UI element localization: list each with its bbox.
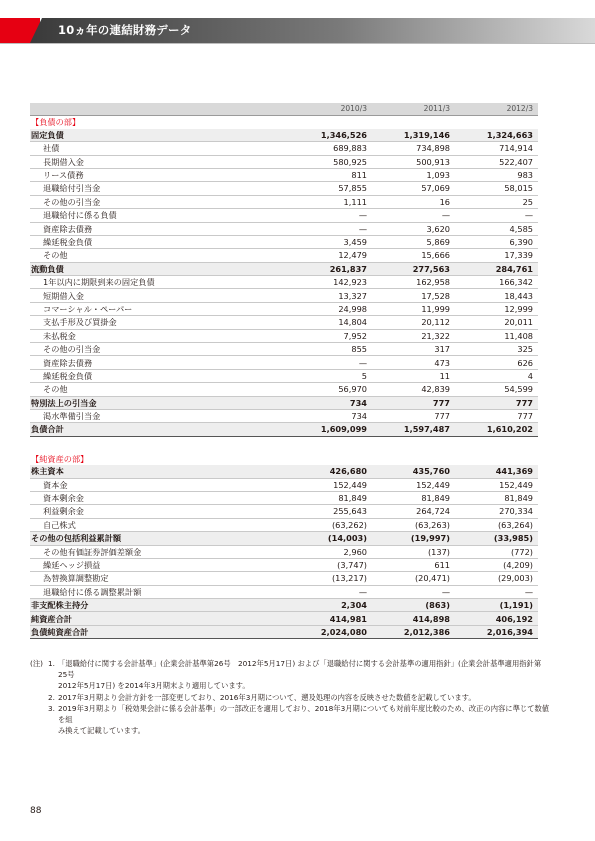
value-cell: (19,997) xyxy=(372,532,455,545)
value-cell: 7,952 xyxy=(284,329,372,342)
column-header-year: 2010/3 xyxy=(284,103,372,116)
table-subtotal-row xyxy=(30,129,538,142)
table-row xyxy=(30,276,538,289)
page-header xyxy=(0,18,595,45)
row-label: 資産除去債務 xyxy=(30,222,284,235)
value-cell: 18,443 xyxy=(455,289,538,302)
table-row xyxy=(30,235,538,248)
value-cell: (3,747) xyxy=(284,558,372,571)
column-header-row xyxy=(30,103,538,116)
value-cell: 3,459 xyxy=(284,235,372,248)
row-label: 負債純資産合計 xyxy=(30,625,284,638)
value-cell: 500,913 xyxy=(372,155,455,168)
value-cell: 522,407 xyxy=(455,155,538,168)
row-label: 長期借入金 xyxy=(30,155,284,168)
value-cell: 21,322 xyxy=(372,329,455,342)
value-cell: 25 xyxy=(455,195,538,208)
row-label: 固定負債 xyxy=(30,129,284,142)
footnote-number xyxy=(48,725,58,736)
row-label: 社債 xyxy=(30,142,284,155)
footnote-lead xyxy=(30,680,48,691)
section-header-row xyxy=(30,453,538,465)
row-label: リース債務 xyxy=(30,168,284,181)
value-cell: 56,970 xyxy=(284,383,372,396)
value-cell: 414,981 xyxy=(284,612,372,625)
footnote-number: 2. xyxy=(48,692,55,702)
value-cell: 611 xyxy=(372,558,455,571)
row-label: その他の包括利益累計額 xyxy=(30,532,284,545)
value-cell: 1,346,526 xyxy=(284,129,372,142)
value-cell: 11,408 xyxy=(455,329,538,342)
table-row xyxy=(30,356,538,369)
value-cell: 734 xyxy=(284,409,372,422)
row-label: 株主資本 xyxy=(30,465,284,478)
value-cell: 441,369 xyxy=(455,465,538,478)
value-cell: (63,263) xyxy=(372,518,455,531)
table-subtotal-row xyxy=(30,532,538,545)
footnote-number xyxy=(48,680,58,691)
row-label: 資本剰余金 xyxy=(30,491,284,504)
value-cell: 13,327 xyxy=(284,289,372,302)
footnote-text: み換えて記載しています。 xyxy=(58,726,145,736)
table-row xyxy=(30,302,538,315)
value-cell: 11,999 xyxy=(372,302,455,315)
value-cell: — xyxy=(284,585,372,598)
value-cell: 983 xyxy=(455,168,538,181)
table-row xyxy=(30,168,538,181)
value-cell: 2,024,080 xyxy=(284,625,372,638)
value-cell: — xyxy=(284,209,372,222)
table-row xyxy=(30,209,538,222)
value-cell: 57,069 xyxy=(372,182,455,195)
table-row xyxy=(30,545,538,558)
row-label: 利益剰余金 xyxy=(30,505,284,518)
value-cell: 325 xyxy=(455,343,538,356)
value-cell: 777 xyxy=(372,396,455,409)
value-cell: 2,012,386 xyxy=(372,625,455,638)
value-cell: 54,599 xyxy=(455,383,538,396)
table-body xyxy=(30,116,538,639)
value-cell: 6,390 xyxy=(455,235,538,248)
value-cell: 14,804 xyxy=(284,316,372,329)
row-label: 流動負債 xyxy=(30,262,284,275)
row-label: 繰延ヘッジ損益 xyxy=(30,558,284,571)
value-cell: 270,334 xyxy=(455,505,538,518)
row-label: 短期借入金 xyxy=(30,289,284,302)
footnote-line xyxy=(30,725,550,736)
value-cell: 261,837 xyxy=(284,262,372,275)
footnote-lead xyxy=(30,692,48,703)
table-row xyxy=(30,182,538,195)
value-cell: 734 xyxy=(284,396,372,409)
table-row xyxy=(30,329,538,342)
table-subtotal-row xyxy=(30,612,538,625)
row-label: 1年以内に期限到来の固定負債 xyxy=(30,276,284,289)
footnote-text: 「退職給付に関する会計基準」(企業会計基準第26号 2012年5月17日) および「退職給付に関する会計基準の適用指針」(企業会計基準適用指針第25号 xyxy=(58,659,542,680)
value-cell: — xyxy=(284,356,372,369)
table-row xyxy=(30,289,538,302)
value-cell: 5,869 xyxy=(372,235,455,248)
section-header: 【負債の部】 xyxy=(31,117,81,128)
row-label: コマーシャル・ペーパー xyxy=(30,302,284,315)
value-cell: 435,760 xyxy=(372,465,455,478)
value-cell: (1,191) xyxy=(455,599,538,612)
table-row xyxy=(30,505,538,518)
value-cell: 16 xyxy=(372,195,455,208)
footnote-text: 2017年3月期より会計方針を一部変更しており、2016年3月期について、遡及処理の内容を反映させた数値を記載しています。 xyxy=(58,692,476,702)
value-cell: 24,998 xyxy=(284,302,372,315)
row-label: その他 xyxy=(30,383,284,396)
value-cell: — xyxy=(455,209,538,222)
table-row xyxy=(30,478,538,491)
value-cell: 855 xyxy=(284,343,372,356)
value-cell: 714,914 xyxy=(455,142,538,155)
value-cell: 142,923 xyxy=(284,276,372,289)
value-cell: 57,855 xyxy=(284,182,372,195)
table-subtotal-row xyxy=(30,625,538,638)
row-label: 非支配株主持分 xyxy=(30,599,284,612)
section-header: 【純資産の部】 xyxy=(31,453,89,464)
value-cell: (20,471) xyxy=(372,572,455,585)
table-subtotal-row xyxy=(30,262,538,275)
value-cell: (14,003) xyxy=(284,532,372,545)
value-cell: (63,262) xyxy=(284,518,372,531)
value-cell: 15,666 xyxy=(372,249,455,262)
column-header-year: 2012/3 xyxy=(455,103,538,116)
value-cell: 3,620 xyxy=(372,222,455,235)
value-cell: (137) xyxy=(372,545,455,558)
value-cell: 166,342 xyxy=(455,276,538,289)
value-cell: 4 xyxy=(455,369,538,382)
value-cell: — xyxy=(372,209,455,222)
row-label: 繰延税金負債 xyxy=(30,235,284,248)
table-subtotal-row xyxy=(30,396,538,409)
value-cell: 12,999 xyxy=(455,302,538,315)
row-label: 負債合計 xyxy=(30,423,284,436)
footnote-text: 2019年3月期より「税効果会計に係る会計基準」の一部改正を適用しており、2018年3月期についても対前年度比較のため、改正の内容に準じて数値を組 xyxy=(58,703,550,725)
value-cell: 2,304 xyxy=(284,599,372,612)
value-cell: (863) xyxy=(372,599,455,612)
row-label: 資産除去債務 xyxy=(30,356,284,369)
table-subtotal-row xyxy=(30,465,538,478)
value-cell: 81,849 xyxy=(455,491,538,504)
value-cell: 152,449 xyxy=(284,478,372,491)
page-title: 10ヵ年の連結財務データ xyxy=(58,23,192,37)
table-row xyxy=(30,572,538,585)
value-cell: 277,563 xyxy=(372,262,455,275)
value-cell: (63,264) xyxy=(455,518,538,531)
value-cell: 12,479 xyxy=(284,249,372,262)
value-cell: (13,217) xyxy=(284,572,372,585)
value-cell: 626 xyxy=(455,356,538,369)
value-cell: — xyxy=(455,585,538,598)
value-cell: 1,093 xyxy=(372,168,455,181)
table-subtotal-row xyxy=(30,599,538,612)
footnote-lead: (注) xyxy=(30,659,43,668)
footnote-number: 3. xyxy=(48,703,55,713)
value-cell: 1,610,202 xyxy=(455,423,538,436)
footnote-line xyxy=(30,692,550,703)
row-label: その他の引当金 xyxy=(30,343,284,356)
footnote-line xyxy=(30,703,550,725)
table-row xyxy=(30,222,538,235)
value-cell: 1,111 xyxy=(284,195,372,208)
footnote-number: 1. xyxy=(48,659,55,668)
row-label: その他有価証券評価差額金 xyxy=(30,545,284,558)
footnote-line xyxy=(30,680,550,691)
value-cell: 777 xyxy=(455,409,538,422)
section-header-row xyxy=(30,116,538,129)
value-cell: 2,960 xyxy=(284,545,372,558)
row-label: 繰延税金負債 xyxy=(30,369,284,382)
value-cell: 1,324,663 xyxy=(455,129,538,142)
row-label: 未払税金 xyxy=(30,329,284,342)
value-cell: (29,003) xyxy=(455,572,538,585)
value-cell: (4,209) xyxy=(455,558,538,571)
value-cell: 20,011 xyxy=(455,316,538,329)
value-cell: 4,585 xyxy=(455,222,538,235)
row-label: 渇水準備引当金 xyxy=(30,409,284,422)
value-cell: 11 xyxy=(372,369,455,382)
value-cell: 1,597,487 xyxy=(372,423,455,436)
table-row xyxy=(30,409,538,422)
row-label: 退職給付に係る調整累計額 xyxy=(30,585,284,598)
table-row xyxy=(30,383,538,396)
table-row xyxy=(30,491,538,504)
row-label: 資本金 xyxy=(30,478,284,491)
value-cell: 17,528 xyxy=(372,289,455,302)
value-cell: 152,449 xyxy=(372,478,455,491)
row-label: その他の引当金 xyxy=(30,195,284,208)
value-cell: 777 xyxy=(455,396,538,409)
value-cell: 162,958 xyxy=(372,276,455,289)
value-cell: 5 xyxy=(284,369,372,382)
footnotes xyxy=(30,658,550,736)
value-cell: 20,112 xyxy=(372,316,455,329)
column-header-year: 2011/3 xyxy=(372,103,455,116)
page-number: 88 xyxy=(30,806,42,816)
value-cell: 152,449 xyxy=(455,478,538,491)
value-cell: 580,925 xyxy=(284,155,372,168)
row-label: 純資産合計 xyxy=(30,612,284,625)
column-header-label xyxy=(30,103,284,116)
row-label: 退職給付に係る負債 xyxy=(30,209,284,222)
value-cell: 734,898 xyxy=(372,142,455,155)
value-cell: (772) xyxy=(455,545,538,558)
value-cell: 58,015 xyxy=(455,182,538,195)
section-spacer xyxy=(30,436,538,453)
value-cell: — xyxy=(284,222,372,235)
footnote-lead xyxy=(30,703,48,725)
balance-sheet-table xyxy=(30,103,538,639)
table-row xyxy=(30,155,538,168)
table-row xyxy=(30,343,538,356)
value-cell: 42,839 xyxy=(372,383,455,396)
row-label: 特別法上の引当金 xyxy=(30,396,284,409)
table-row xyxy=(30,369,538,382)
value-cell: 473 xyxy=(372,356,455,369)
value-cell: 1,609,099 xyxy=(284,423,372,436)
table-row xyxy=(30,558,538,571)
table-row xyxy=(30,316,538,329)
value-cell: (33,985) xyxy=(455,532,538,545)
value-cell: 17,339 xyxy=(455,249,538,262)
value-cell: 426,680 xyxy=(284,465,372,478)
value-cell: 414,898 xyxy=(372,612,455,625)
value-cell: 81,849 xyxy=(372,491,455,504)
footnote-text: 2012年5月17日) を2014年3月期末より適用しています。 xyxy=(58,681,250,691)
value-cell: — xyxy=(372,585,455,598)
table-row xyxy=(30,249,538,262)
value-cell: 1,319,146 xyxy=(372,129,455,142)
table-row xyxy=(30,195,538,208)
table-subtotal-row xyxy=(30,423,538,436)
table-row xyxy=(30,518,538,531)
row-label: 退職給付引当金 xyxy=(30,182,284,195)
value-cell: 811 xyxy=(284,168,372,181)
table-row xyxy=(30,142,538,155)
value-cell: 317 xyxy=(372,343,455,356)
value-cell: 406,192 xyxy=(455,612,538,625)
footnote-lead xyxy=(30,725,48,736)
row-label: 自己株式 xyxy=(30,518,284,531)
value-cell: 264,724 xyxy=(372,505,455,518)
value-cell: 255,643 xyxy=(284,505,372,518)
value-cell: 2,016,394 xyxy=(455,625,538,638)
row-label: その他 xyxy=(30,249,284,262)
footnote-line xyxy=(30,658,550,680)
spacer-cell xyxy=(30,436,538,453)
row-label: 為替換算調整勘定 xyxy=(30,572,284,585)
value-cell: 777 xyxy=(372,409,455,422)
value-cell: 689,883 xyxy=(284,142,372,155)
value-cell: 284,761 xyxy=(455,262,538,275)
header-underline xyxy=(0,43,595,44)
table-row xyxy=(30,585,538,598)
row-label: 支払手形及び買掛金 xyxy=(30,316,284,329)
value-cell: 81,849 xyxy=(284,491,372,504)
